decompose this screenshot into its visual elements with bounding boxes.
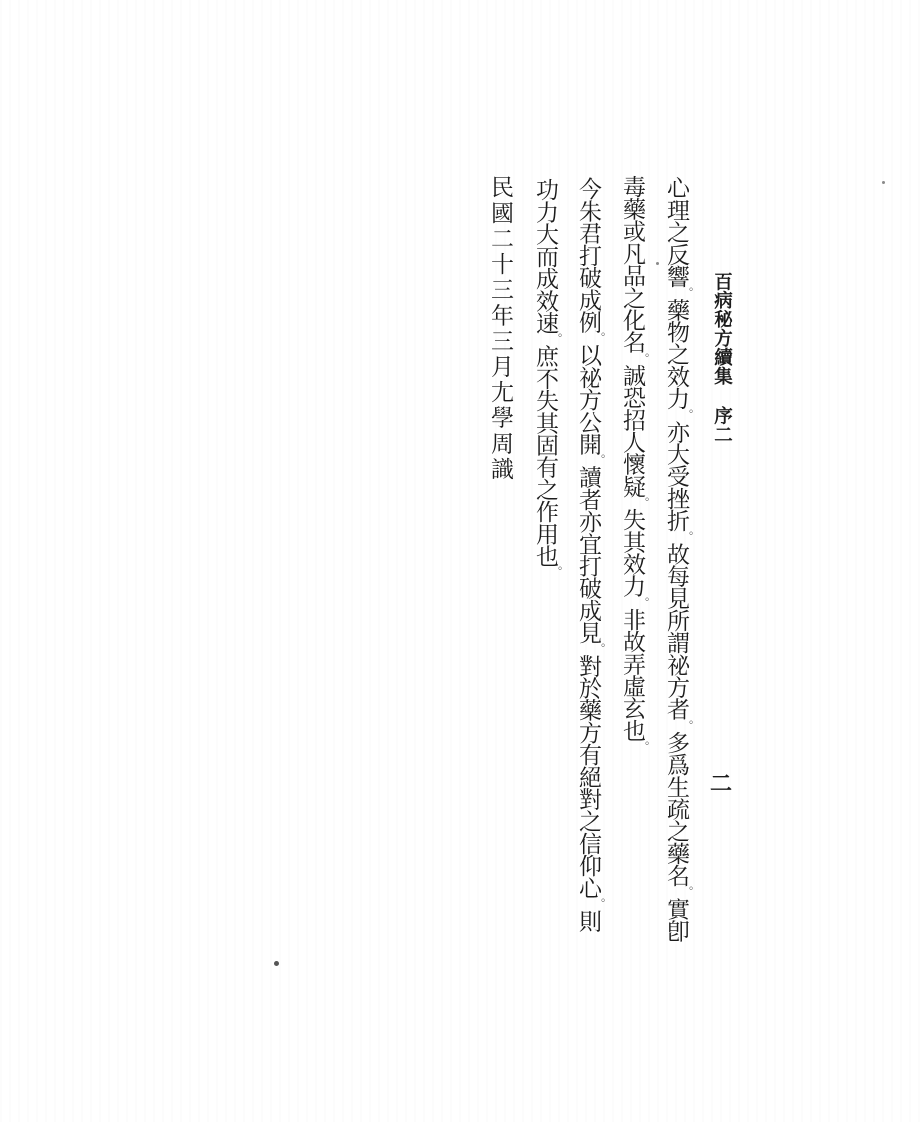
section-label: 序二 bbox=[711, 406, 733, 445]
ideographic-full-stop: 。 bbox=[637, 496, 650, 508]
ideographic-full-stop: 。 bbox=[637, 352, 650, 364]
ideographic-full-stop: 。 bbox=[681, 287, 694, 299]
title-section-gap bbox=[721, 385, 722, 406]
ideographic-full-stop: 。 bbox=[681, 409, 694, 421]
running-title-column bbox=[712, 272, 731, 444]
ideographic-full-stop: 。 bbox=[550, 333, 563, 345]
ideographic-full-stop: 。 bbox=[593, 332, 606, 344]
text-column-1: 心理之反響。藥物之效力。亦大受挫折。故每見所謂祕方者。多爲生疏之藥名。實卽 bbox=[663, 176, 694, 942]
ideographic-full-stop: 。 bbox=[681, 719, 694, 731]
ideographic-full-stop: 。 bbox=[550, 566, 563, 578]
colophon-date-signature-column: 民國二十三年三月尢學周識 bbox=[487, 175, 513, 483]
book-title: 百病秘方續集 bbox=[711, 272, 733, 386]
ideographic-full-stop: 。 bbox=[681, 886, 694, 898]
ideographic-full-stop: 。 bbox=[681, 531, 694, 543]
ideographic-full-stop: 。 bbox=[593, 898, 606, 910]
folio-page-number: 二 bbox=[710, 771, 733, 797]
text-column-2: 毒藥或凡品之化名。誠恐招人懷疑。失其效力。非故弄虛玄也。 bbox=[619, 175, 650, 752]
ink-speck bbox=[274, 961, 279, 966]
text-column-3: 今朱君打破成例。以祕方公開。讀者亦宜打破成見。對於藥方有絕對之信仰心。則 bbox=[575, 177, 606, 932]
ideographic-full-stop: 。 bbox=[637, 740, 650, 752]
ink-speck bbox=[882, 181, 885, 184]
ideographic-full-stop: 。 bbox=[593, 454, 606, 466]
text-column-4: 功力大而成效速。庶不失其固有之作用也。 bbox=[532, 178, 563, 578]
ideographic-full-stop: 。 bbox=[637, 596, 650, 608]
ink-speck bbox=[656, 262, 659, 265]
ideographic-full-stop: 。 bbox=[593, 643, 606, 655]
